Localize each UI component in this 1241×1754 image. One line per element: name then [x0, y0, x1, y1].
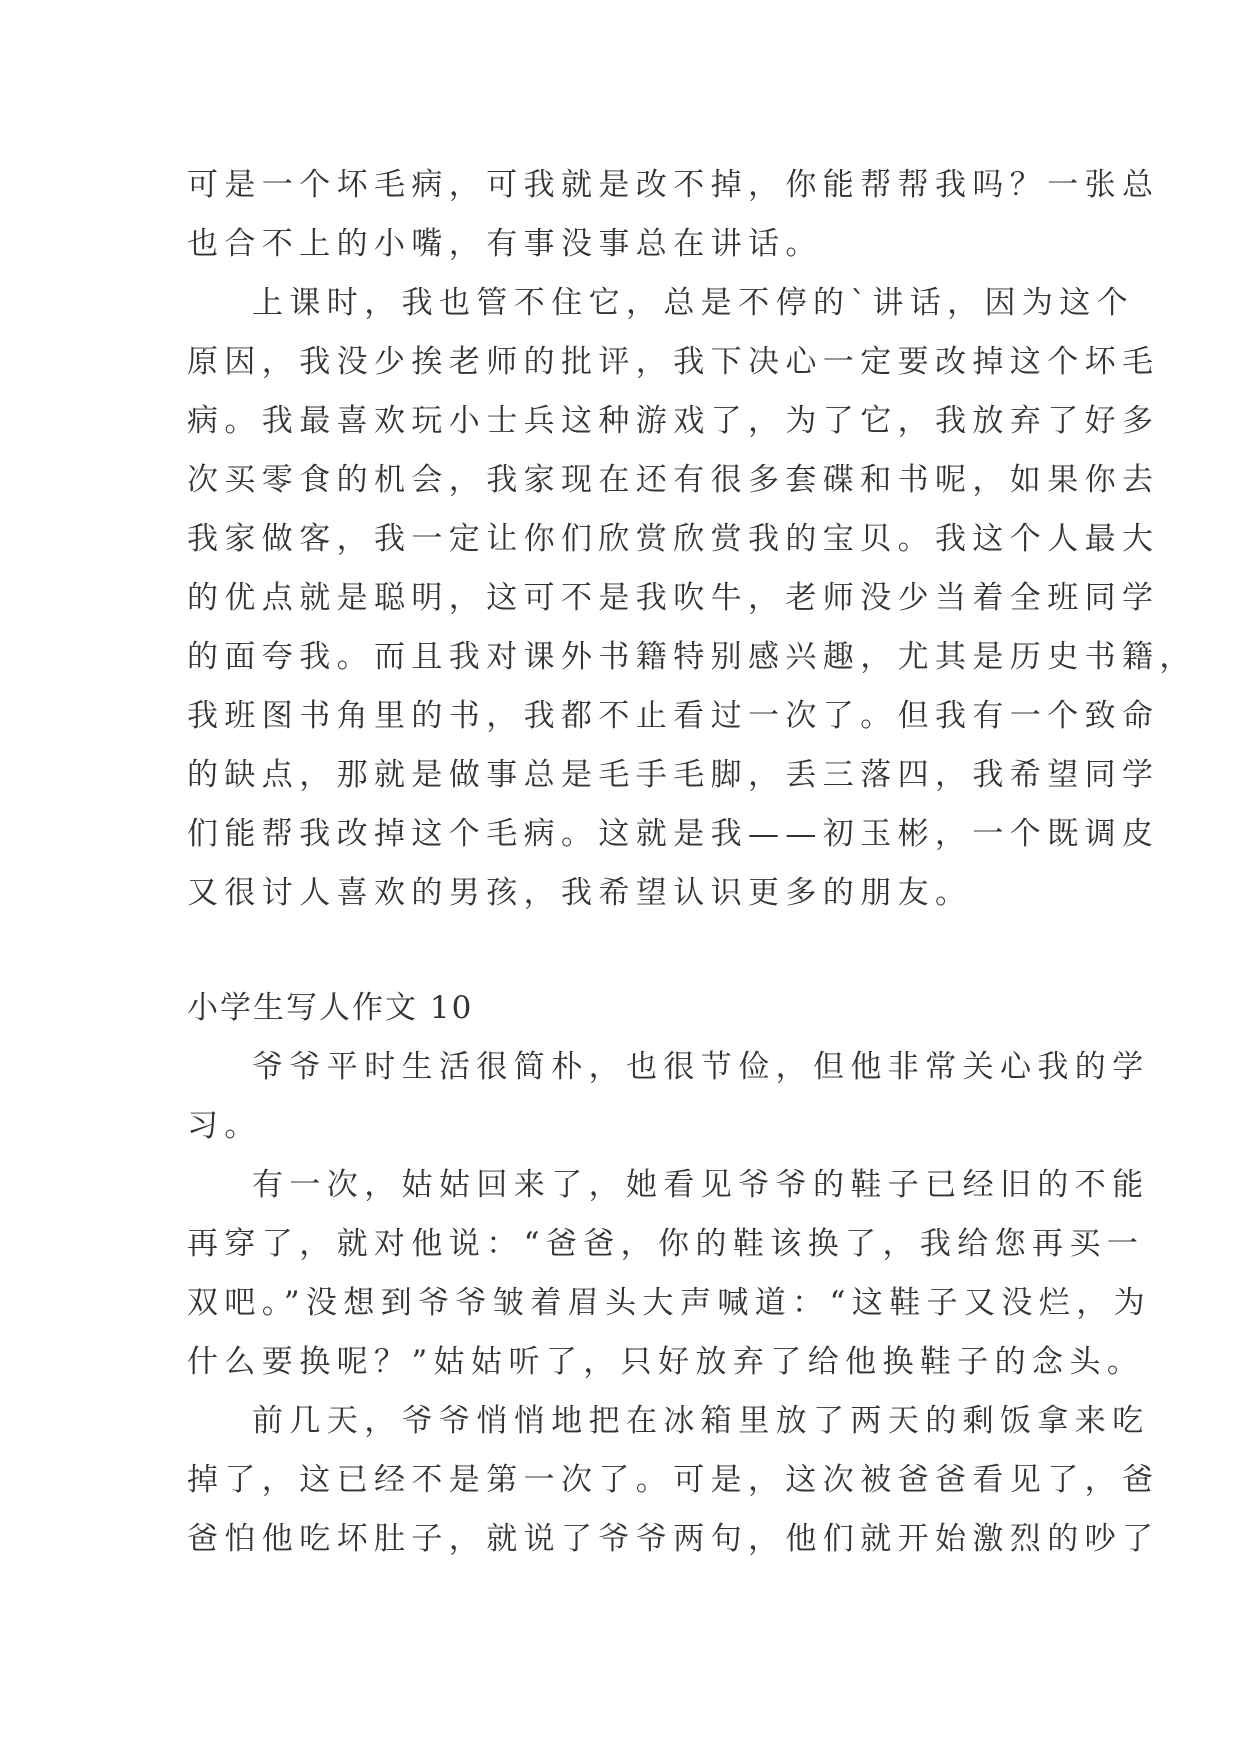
text-line: 的缺点，那就是做事总是毛手毛脚，丢三落四，我希望同学 — [187, 757, 1160, 793]
text-line: 我家做客，我一定让你们欣赏欣赏我的宝贝。我这个人最大 — [187, 521, 1160, 557]
text-line: 习。 — [187, 1108, 262, 1144]
text-line: 双吧。”没想到爷爷皱着眉头大声喊道：“这鞋子又没烂，为 — [187, 1285, 1151, 1321]
text-line: 们能帮我改掉这个毛病。这就是我——初玉彬，一个既调皮 — [187, 816, 1160, 852]
text-line: 上课时，我也管不住它，总是不停的`讲话，因为这个 — [252, 285, 1135, 321]
text-line: 再穿了，就对他说：“爸爸，你的鞋该换了，我给您再买一 — [187, 1226, 1145, 1262]
text-line: 病。我最喜欢玩小士兵这种游戏了，为了它，我放弃了好多 — [187, 403, 1160, 439]
text-line: 次买零食的机会，我家现在还有很多套碟和书呢，如果你去 — [187, 462, 1160, 498]
text-line: 有一次，姑姑回来了，她看见爷爷的鞋子已经旧的不能 — [252, 1167, 1150, 1203]
text-line: 的面夸我。而且我对课外书籍特别感兴趣，尤其是历史书籍， — [187, 639, 1197, 675]
text-line: 什么要换呢？”姑姑听了，只好放弃了给他换鞋子的念头。 — [187, 1344, 1145, 1380]
text-line: 又很讨人喜欢的男孩，我希望认识更多的朋友。 — [187, 875, 973, 911]
text-line: 前几天，爷爷悄悄地把在冰箱里放了两天的剩饭拿来吃 — [252, 1403, 1150, 1439]
text-line: 也合不上的小嘴，有事没事总在讲话。 — [187, 226, 823, 262]
text-line: 的优点就是聪明，这可不是我吹牛，老师没少当着全班同学 — [187, 580, 1160, 616]
text-line: 我班图书角里的书，我都不止看过一次了。但我有一个致命 — [187, 698, 1160, 734]
text-line: 爸怕他吃坏肚子，就说了爷爷两句，他们就开始激烈的吵了 — [187, 1521, 1160, 1557]
text-line: 掉了，这已经不是第一次了。可是，这次被爸爸看见了，爸 — [187, 1462, 1160, 1498]
section-heading: 小学生写人作文 10 — [187, 990, 474, 1026]
text-line: 爷爷平时生活很简朴，也很节俭，但他非常关心我的学 — [252, 1049, 1150, 1085]
text-line: 可是一个坏毛病，可我就是改不掉，你能帮帮我吗？一张总 — [187, 167, 1160, 203]
text-line: 原因，我没少挨老师的批评，我下决心一定要改掉这个坏毛 — [187, 344, 1160, 380]
